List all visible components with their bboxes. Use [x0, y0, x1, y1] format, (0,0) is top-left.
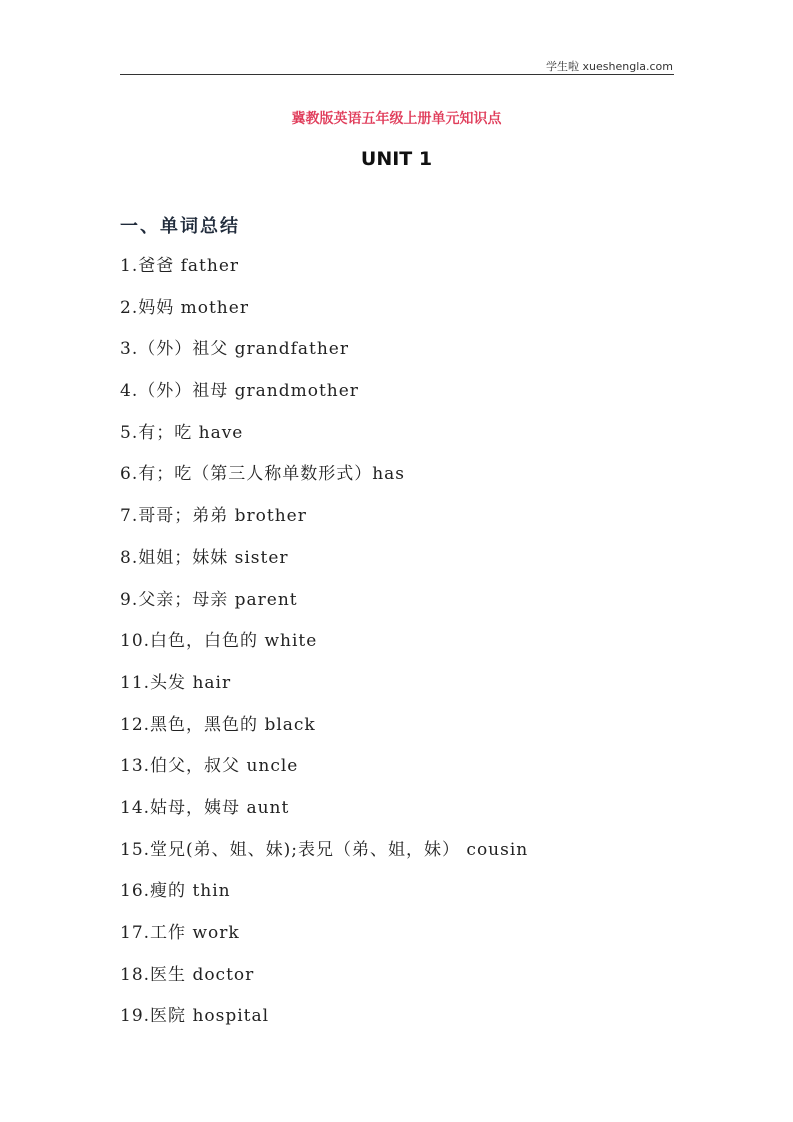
vocab-item: 19.医院 hospital: [120, 1006, 270, 1027]
vocab-item: 9.父亲；母亲 parent: [120, 589, 298, 610]
section-heading: 一、单词总结: [120, 216, 240, 237]
vocab-item: 16.瘦的 thin: [120, 881, 231, 902]
vocab-item: 11.头发 hair: [120, 672, 232, 693]
vocab-item: 5.有；吃 have: [120, 422, 244, 443]
vocab-item: 8.姐姐；妹妹 sister: [120, 547, 289, 568]
vocab-item: 14.姑母，姨母 aunt: [120, 797, 290, 818]
vocab-item: 7.哥哥；弟弟 brother: [120, 506, 307, 527]
vocab-item: 4.（外）祖母 grandmother: [120, 381, 359, 402]
vocab-item: 15.堂兄(弟、姐、妹);表兄（弟、姐，妹） cousin: [120, 839, 529, 860]
vocab-item: 10.白色，白色的 white: [120, 631, 318, 652]
header-divider: [120, 74, 674, 75]
vocab-item: 17.工作 work: [120, 923, 240, 943]
vocab-list: [120, 252, 528, 1044]
vocab-item: 3.（外）祖父 grandfather: [120, 339, 349, 360]
vocab-item: 2.妈妈 mother: [120, 297, 249, 318]
vocab-item: 6.有；吃（第三人称单数形式）has: [120, 464, 406, 485]
document-title: 冀教版英语五年级上册单元知识点: [291, 111, 502, 127]
vocab-item: 12.黑色，黑色的 black: [120, 714, 316, 735]
vocab-item: 1.爸爸 father: [120, 256, 240, 276]
vocab-item: 18.医生 doctor: [120, 964, 255, 985]
unit-title: UNIT 1: [360, 148, 433, 170]
header-site-text: 学生啦 xueshengla.com: [546, 60, 673, 73]
vocab-item: 13.伯父，叔父 uncle: [120, 756, 299, 777]
